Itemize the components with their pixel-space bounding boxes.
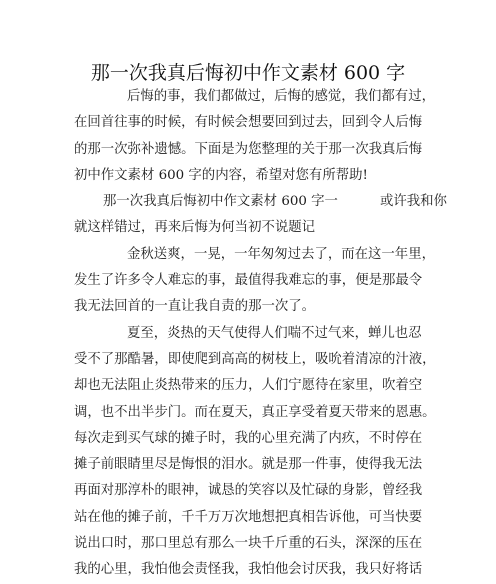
text-line: 的那一次弥补遗憾。下面是为您整理的关于那一次我真后悔 [74,141,423,157]
text-line: 后悔的事，我们都做过，后悔的感觉，我们都有过， [127,89,435,104]
text-line: 初中作文素材 600 字的内容，希望对您有所帮助! [74,167,368,183]
text-line: 调，也不出半步门。而在夏天，真正享受着夏天带来的恩惠。 [74,404,436,420]
text-line: 说出口时，那口里总有那么一块千斤重的石头，深深的压在 [74,536,423,552]
text-line: 却也无法阻止炎热带来的压力，人们宁愿待在家里，吹着空 [74,378,423,394]
text-line: 摊子前眼睛里尽是悔恨的泪水。就是那一件事，使得我无法 [74,457,423,473]
document-title: 那一次我真后悔初中作文素材 600 字 [90,62,406,84]
text-line: 发生了许多令人难忘的事，最值得我难忘的事，便是那最令 [74,273,423,289]
text-fragment: 或许我和你 [379,194,447,210]
text-line: 我的心里，我怕他会责怪我，我怕他会讨厌我，我只好将话 [74,562,423,578]
text-line: 每次走到买气球的摊子时，我的心里充满了内疚，不时停在 [74,430,423,446]
text-fragment: 那一次我真后悔初中作文素材 600 字一 [103,194,338,210]
text-line: 我无法回首的一直让我自责的那一次了。 [74,299,316,315]
text-line: 再面对那淳朴的眼神，诚恳的笑容以及忙碌的身影，曾经我 [74,483,423,499]
text-line: 受不了那酷暑，即使爬到高高的树枝上，吸吮着清凉的汁液， [74,351,436,367]
text-line: 就这样错过，再来后悔为何当初不说题记 [74,220,316,236]
text-line: 金秋送爽，一晃，一年匆匆过去了，而在这一年里， [127,246,435,262]
text-line: 夏至，炎热的天气使得人们喘不过气来，蝉儿也忍 [127,325,422,341]
text-line [74,189,447,215]
text-line: 在回首往事的时候，有时候会想要回到过去，回到令人后悔 [74,115,423,131]
document-body [74,84,447,584]
text-line: 站在他的摊子前，千千万万次地想把真相告诉他，可当快要 [74,509,423,525]
